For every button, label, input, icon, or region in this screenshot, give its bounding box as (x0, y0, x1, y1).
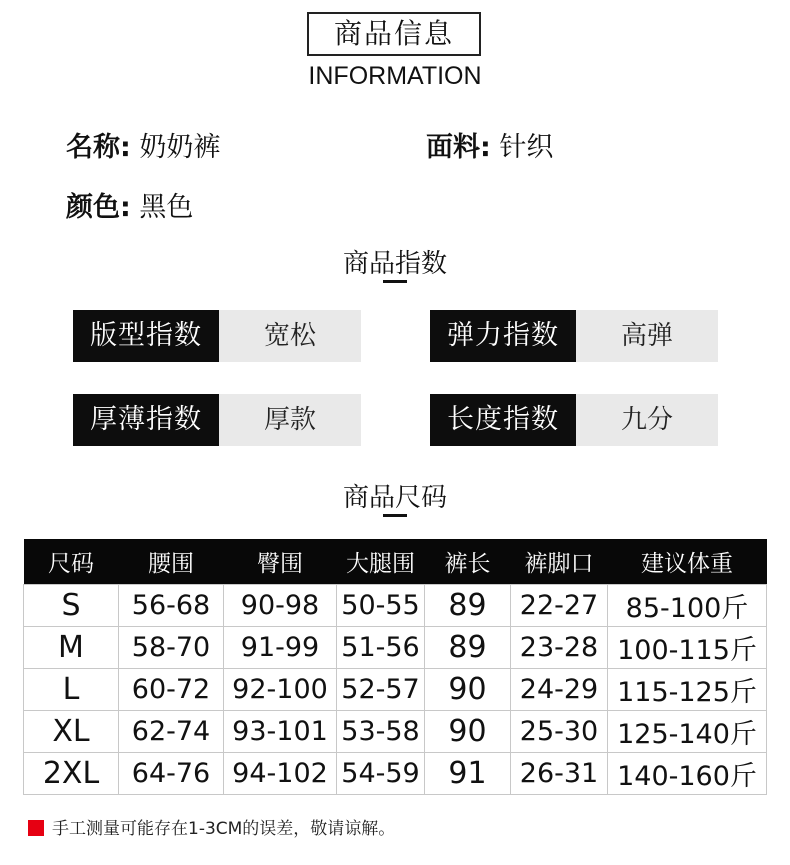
info-color-value: 黑色 (139, 192, 194, 223)
table-cell: 92-100 (224, 669, 337, 711)
info-color (66, 185, 193, 224)
table-cell: 54-59 (337, 753, 425, 795)
table-cell: 94-102 (224, 753, 337, 795)
table-cell: 53-58 (337, 711, 425, 753)
indices-section-title: 商品指数 (342, 249, 447, 279)
table-cell: 140-160斤 (608, 753, 767, 795)
table-cell: 62-74 (119, 711, 224, 753)
size-section-title: 商品尺码 (342, 483, 447, 513)
table-cell: 90 (425, 711, 511, 753)
col-header: 裤脚口 (511, 539, 608, 585)
page-title: 商品信息 (307, 12, 481, 56)
table-cell: 125-140斤 (608, 711, 767, 753)
info-name-value: 奶奶裤 (139, 132, 221, 163)
table-cell: 56-68 (119, 585, 224, 627)
table-cell: 51-56 (337, 627, 425, 669)
table-row (24, 753, 767, 795)
table-cell: 90 (425, 669, 511, 711)
info-fabric-value: 针织 (499, 132, 554, 163)
table-cell: 90-98 (224, 585, 337, 627)
table-cell: L (24, 669, 119, 711)
info-fabric-label: 面料: (426, 132, 491, 163)
index-label-length: 长度指数 (430, 394, 576, 446)
info-name-label: 名称: (66, 132, 131, 163)
size-table-header (24, 539, 767, 585)
table-cell: 26-31 (511, 753, 608, 795)
table-cell: 89 (425, 627, 511, 669)
col-header: 腰围 (119, 539, 224, 585)
col-header: 大腿围 (337, 539, 425, 585)
table-row (24, 585, 767, 627)
table-cell: 52-57 (337, 669, 425, 711)
table-cell: 64-76 (119, 753, 224, 795)
index-value-fit: 宽松 (219, 310, 361, 362)
red-square-icon (28, 820, 44, 836)
page-subtitle: INFORMATION (308, 62, 482, 90)
index-value-elasticity: 高弹 (576, 310, 718, 362)
table-cell: 60-72 (119, 669, 224, 711)
table-cell: 22-27 (511, 585, 608, 627)
note-text: 手工测量可能存在1-3CM的误差，敬请谅解。 (52, 819, 396, 839)
indices-underline (383, 280, 407, 283)
col-header: 裤长 (425, 539, 511, 585)
table-cell: M (24, 627, 119, 669)
info-fabric (426, 125, 553, 164)
table-row (24, 711, 767, 753)
col-header: 臀围 (224, 539, 337, 585)
table-row (24, 627, 767, 669)
table-cell: XL (24, 711, 119, 753)
col-header: 尺码 (24, 539, 119, 585)
index-value-length: 九分 (576, 394, 718, 446)
size-underline (383, 514, 407, 517)
col-header: 建议体重 (608, 539, 767, 585)
index-value-thickness: 厚款 (219, 394, 361, 446)
table-cell: 85-100斤 (608, 585, 767, 627)
table-cell: 50-55 (337, 585, 425, 627)
table-cell: 100-115斤 (608, 627, 767, 669)
info-color-label: 颜色: (66, 192, 131, 223)
index-label-thickness: 厚薄指数 (73, 394, 219, 446)
table-cell: 58-70 (119, 627, 224, 669)
index-label-fit: 版型指数 (73, 310, 219, 362)
size-table (23, 539, 767, 795)
index-label-elasticity: 弹力指数 (430, 310, 576, 362)
table-cell: 91-99 (224, 627, 337, 669)
info-name (66, 125, 220, 164)
table-cell: 115-125斤 (608, 669, 767, 711)
table-cell: 2XL (24, 753, 119, 795)
table-cell: 91 (425, 753, 511, 795)
table-cell: 23-28 (511, 627, 608, 669)
measurement-note (28, 814, 395, 839)
table-cell: 89 (425, 585, 511, 627)
table-row (24, 669, 767, 711)
table-cell: 93-101 (224, 711, 337, 753)
table-cell: 25-30 (511, 711, 608, 753)
table-cell: S (24, 585, 119, 627)
table-cell: 24-29 (511, 669, 608, 711)
